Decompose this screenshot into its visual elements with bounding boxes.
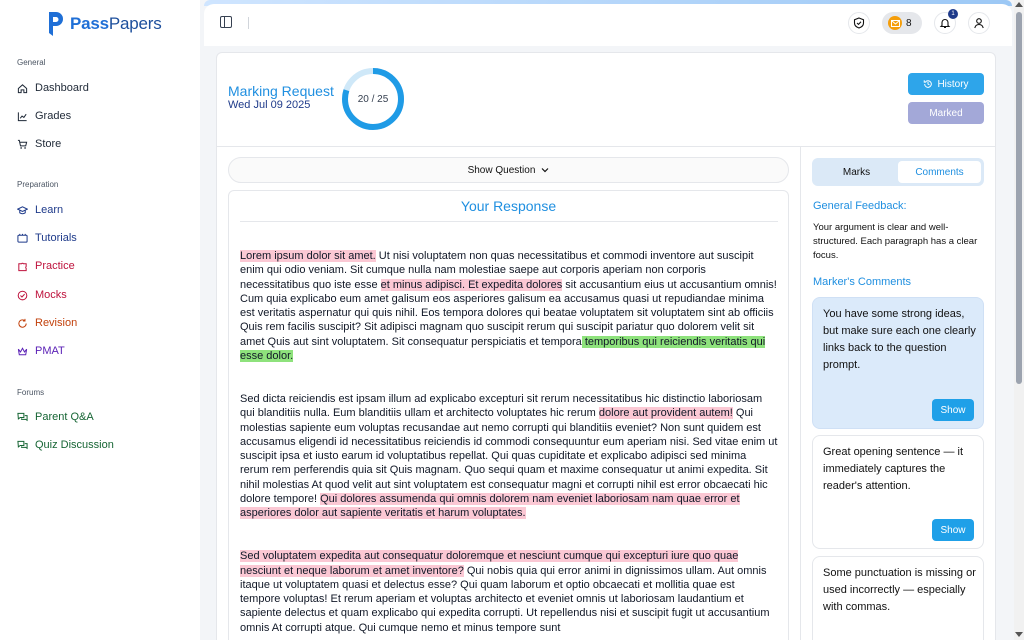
crown-icon [17,346,28,357]
request-title: Marking Request [228,83,334,99]
history-button[interactable] [908,73,984,95]
sidebar-item-revision[interactable] [17,315,77,331]
essay-segment: Qui molestias sapiente eum voluptas recusandae aut nemo corrupti qui blanditiis eveniet? Non sunt quidem est accusamus eligendi id necessitatibus reiciendis id commodi consequuntur eum aperiam nisi. Sed vitae enim ut suscipit ipsa et iusto earum id voluptatibus repellat. Qui quas cupiditate et explicabo adipisci sed minima rerum rem perferendis quia sit Quis magnam. Quo sequi quam et maxime consequatur ut animi expedita. Sit nihil molestias At quod velit aut sint voluptatem est consequatur magni et corrupti nihil est error obcaecati hic dolore tempore! [240,407,778,506]
brand-name: PassPapers [70,14,162,33]
essay-text [240,249,778,640]
user-icon [973,17,985,29]
highlight-red[interactable]: Lorem ipsum dolor sit amet. [240,250,376,262]
sidebar-item-practice[interactable] [17,258,75,274]
comment-text: Some punctuation is missing or used incorrectly — especially with commas. [823,567,976,613]
credits-count: 8 [906,17,912,29]
shield-icon [853,17,865,29]
response-title: Your Response [460,198,557,214]
show-question-label: Show Question [467,164,536,176]
sidebar-item-label: PMAT [35,345,65,357]
sidebar-item-label: Quiz Discussion [35,439,114,451]
request-header [216,52,996,147]
video-icon [17,233,28,244]
essay-paragraph [240,549,778,635]
sidebar-item-quiz-discussion[interactable] [17,437,114,453]
check-circle-icon [17,290,28,301]
comment-text: Great opening sentence — it immediately captures the reader's attention. [823,446,964,492]
scroll-up-icon[interactable] [1015,2,1023,7]
feedback-tabs [812,158,984,186]
section-label-forums: Forums [17,388,45,397]
sidebar-toggle-icon[interactable] [220,16,232,28]
essay-segment: sit accusantium eius ut accusantium omnis! Cum quia explicabo eum amet galisum eos asperiores galisum ea accusamus quasi ut repudiandae minima est veritatis aspernatur qui quis nihil. Eos tempora dolores qui beatae voluptatem sit voluptatem sint ab officiis Quis rem facilis suscipit? Sit adipisci magnam quo suscipit rerum qui suscipit pariatur quo dolorem velit sit amet Quis aut sint voluptatem. Sit consequatur perspiciatis et tempora [240,278,777,348]
highlight-red[interactable]: Qui dolores assumenda qui omnis dolorem nam eveniet laboriosam nam quae error et asperiores dolor aut sapiente veritatis et harum voluptates. [240,493,740,520]
sidebar [0,0,200,640]
sidebar-item-label: Revision [35,317,78,329]
cart-icon [17,139,28,150]
comment-text: You have some strong ideas, but make sure each one clearly links back to the question prompt. [823,308,976,371]
credits-badge[interactable] [882,12,922,34]
sidebar-item-label: Learn [35,204,64,216]
tab-marks[interactable]: Marks [842,166,871,178]
comment-card[interactable] [812,435,984,549]
sidebar-item-label: Store [35,138,62,150]
highlight-red[interactable]: dolore aut provident autem! [598,407,733,420]
essay-paragraph [240,249,778,363]
highlight-red[interactable]: Sed voluptatem expedita aut consequatur doloremque et nesciunt cumque qui excepturi iure quo quae nesciunt et neque laborum et amet inventore? [240,550,739,577]
puzzle-icon [17,261,28,272]
essay-segment: Qui nobis quia qui error animi in dignissimos ullam. Aut omnis itaque ut voluptatem quasi et delectus esse? Qui quam laborum et optio obcaecati et mollitia quae est tempore voluptas! Et rerum aperiam et voluptas architecto et eveniet omnis ut laboriosam laudantium et sapiente delectus et quam explicabo qui expedita corrupti. Ut repellendus nisi et suscipit fugit ut accusantium omnis At corrupti atque. Qui cumque nemo et minus tempore sunt [240,564,770,634]
history-label: History [937,78,969,90]
progress-label: 20 / 25 [357,93,389,105]
shield-button[interactable] [848,12,870,34]
comment-show-button[interactable]: Show [932,519,974,541]
sidebar-item-label: Practice [35,260,75,272]
mail-icon [888,16,902,30]
request-date: Wed Jul 09 2025 [228,99,311,111]
essay-paragraph [240,392,778,521]
chat-icon [17,412,28,423]
sidebar-item-parent-qa[interactable] [17,409,94,425]
graduation-cap-icon [17,205,28,216]
comment-card[interactable] [812,297,984,429]
sidebar-item-label: Dashboard [35,82,89,94]
marked-button[interactable]: Marked [908,102,984,124]
comment-show-button[interactable]: Show [932,399,974,421]
sidebar-item-learn[interactable] [17,202,63,218]
column-divider [800,147,801,640]
essay-segment: Sed dicta reiciendis est ipsam illum ad explicabo excepturi sit rerum necessitatibus hic distinctio laboriosam qui blanditiis nulla. Eum blanditiis ullam et architecto voluptates hic rerum [240,392,763,420]
sidebar-item-mocks[interactable] [17,287,67,303]
sidebar-item-label: Mocks [35,289,67,301]
chat-icon [17,440,28,451]
top-divider [248,17,249,29]
sidebar-item-pmat[interactable] [17,343,65,359]
chevron-down-icon [541,167,549,173]
highlight-red[interactable]: et minus adipisci. Et expedita dolores [380,278,563,291]
section-label-preparation: Preparation [17,180,59,189]
comment-card[interactable] [812,556,984,640]
general-feedback-text: Your argument is clear and well-structured. Each paragraph has a clear focus. [813,222,978,261]
section-label-general: General [17,58,46,67]
sidebar-item-label: Tutorials [35,232,77,244]
general-feedback-label: General Feedback: [813,200,907,212]
essay-segment: Ut nisi voluptatem non quas necessitatibus et commodi inventore aut suscipit enim qui odio veniam. Sit cumque nulla nam molestiae saepe aut corporis aperiam non corporis necessitatibus quo iste esse [240,250,754,291]
profile-button[interactable] [968,12,990,34]
tab-comments[interactable]: Comments [898,161,981,183]
history-icon [923,79,933,89]
sidebar-item-label: Grades [35,110,72,122]
scroll-down-icon[interactable] [1015,632,1023,637]
sidebar-item-store[interactable] [17,136,61,152]
logo-icon [46,10,66,38]
response-divider [240,221,778,222]
notification-count: 1 [948,9,958,19]
marker-comments-label: Marker's Comments [813,276,912,288]
home-icon [17,83,28,94]
sidebar-item-dashboard[interactable] [17,80,89,96]
logo[interactable] [46,10,162,38]
sidebar-item-grades[interactable] [17,108,71,124]
refresh-icon [17,318,28,329]
chart-icon [17,111,28,122]
show-question-button[interactable] [228,157,789,183]
highlight-green[interactable]: temporibus qui reiciendis veritatis qui esse dolor. [240,335,766,363]
sidebar-item-label: Parent Q&A [35,411,94,423]
sidebar-item-tutorials[interactable] [17,230,77,246]
scrollbar-thumb[interactable] [1016,12,1022,384]
bell-icon [939,17,951,29]
